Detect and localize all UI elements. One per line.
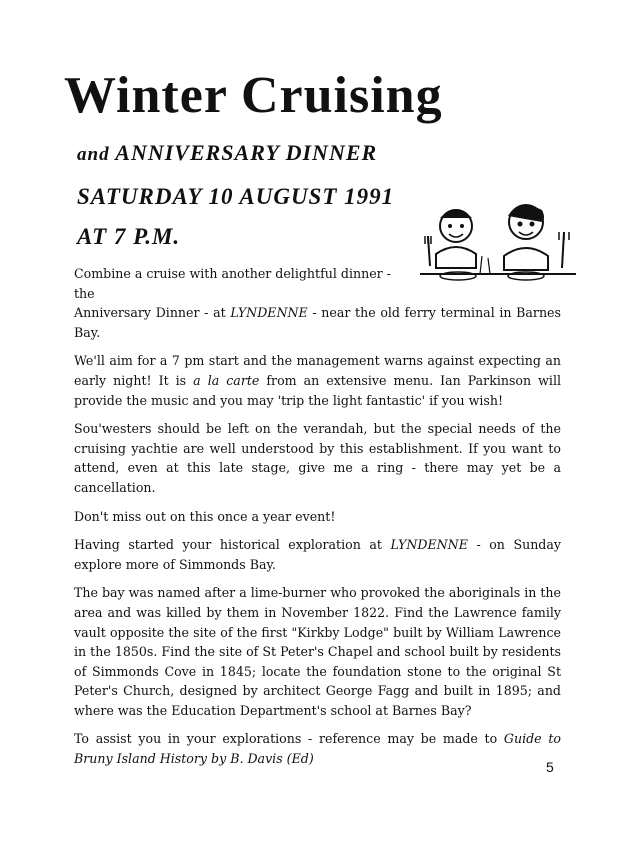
subtitle-event [77, 140, 377, 166]
paragraph-2 [74, 351, 561, 410]
p1b-pre: Anniversary Dinner - at [74, 305, 226, 321]
paragraph-6: The bay was named after a lime-burner who provoked the aboriginals in the area and was killed by them in November 1822. Find the Lawrence family vault opposite the site of the first "Kirkby Lodge" built by William Lawrence in the 1850s. Find the site of St Peter's Chapel and school built by residents of Simmonds Cove in 1845; locate the foundation stone to the original St Peter's Church, designed by architect George Fagg and built in 1895; and where was the Education Department's school at Barnes Bay? [74, 585, 561, 718]
venue-name-2: LYNDENNE [390, 537, 468, 553]
article-body [74, 264, 561, 778]
p1b-post: - near the old ferry terminal in Barnes Bay. [74, 305, 561, 340]
paragraph-5 [74, 535, 561, 574]
p7-pre: To assist you in your explorations - reference may be made to [74, 731, 498, 747]
paragraph-4: Don't miss out on this once a year event! [74, 508, 336, 524]
book-reference: Guide to Bruny Island History by B. Davis (Ed) [74, 731, 561, 767]
paragraph-1b [74, 303, 561, 342]
paragraph-3: Sou'westers should be left on the verandah, but the special needs of the cruising yachtie are well understood by this establishment. If you want to attend, even at this late stage, give me a ring - there may yet be a cancellation. [74, 421, 561, 495]
p5-post: - on Sunday explore more of Simmonds Bay. [74, 537, 561, 572]
p2-post: from an extensive menu. Ian Parkinson will provide the music and you may 'trip the light fantastic' if you wish! [74, 372, 561, 408]
subtitle-date: SATURDAY 10 AUGUST 1991 [77, 184, 395, 209]
p2-pre: We'll aim for a 7 pm start and the management warns against expecting an early night! It is [74, 353, 561, 388]
subtitle-and: and [77, 144, 110, 165]
page-title: Winter Cruising [64, 67, 443, 124]
subtitle-event-name: ANNIVERSARY DINNER [115, 140, 378, 165]
subtitle-time: AT 7 P.M. [77, 224, 181, 249]
page-number: 5 [546, 759, 554, 775]
paragraph-7 [74, 729, 561, 768]
p5-pre: Having started your historical exploration at [74, 537, 382, 553]
venue-name: LYNDENNE [230, 305, 308, 321]
paragraph-1a: Combine a cruise with another delightful dinner - the [74, 266, 391, 301]
p2-emphasis: a la carte [193, 372, 260, 388]
